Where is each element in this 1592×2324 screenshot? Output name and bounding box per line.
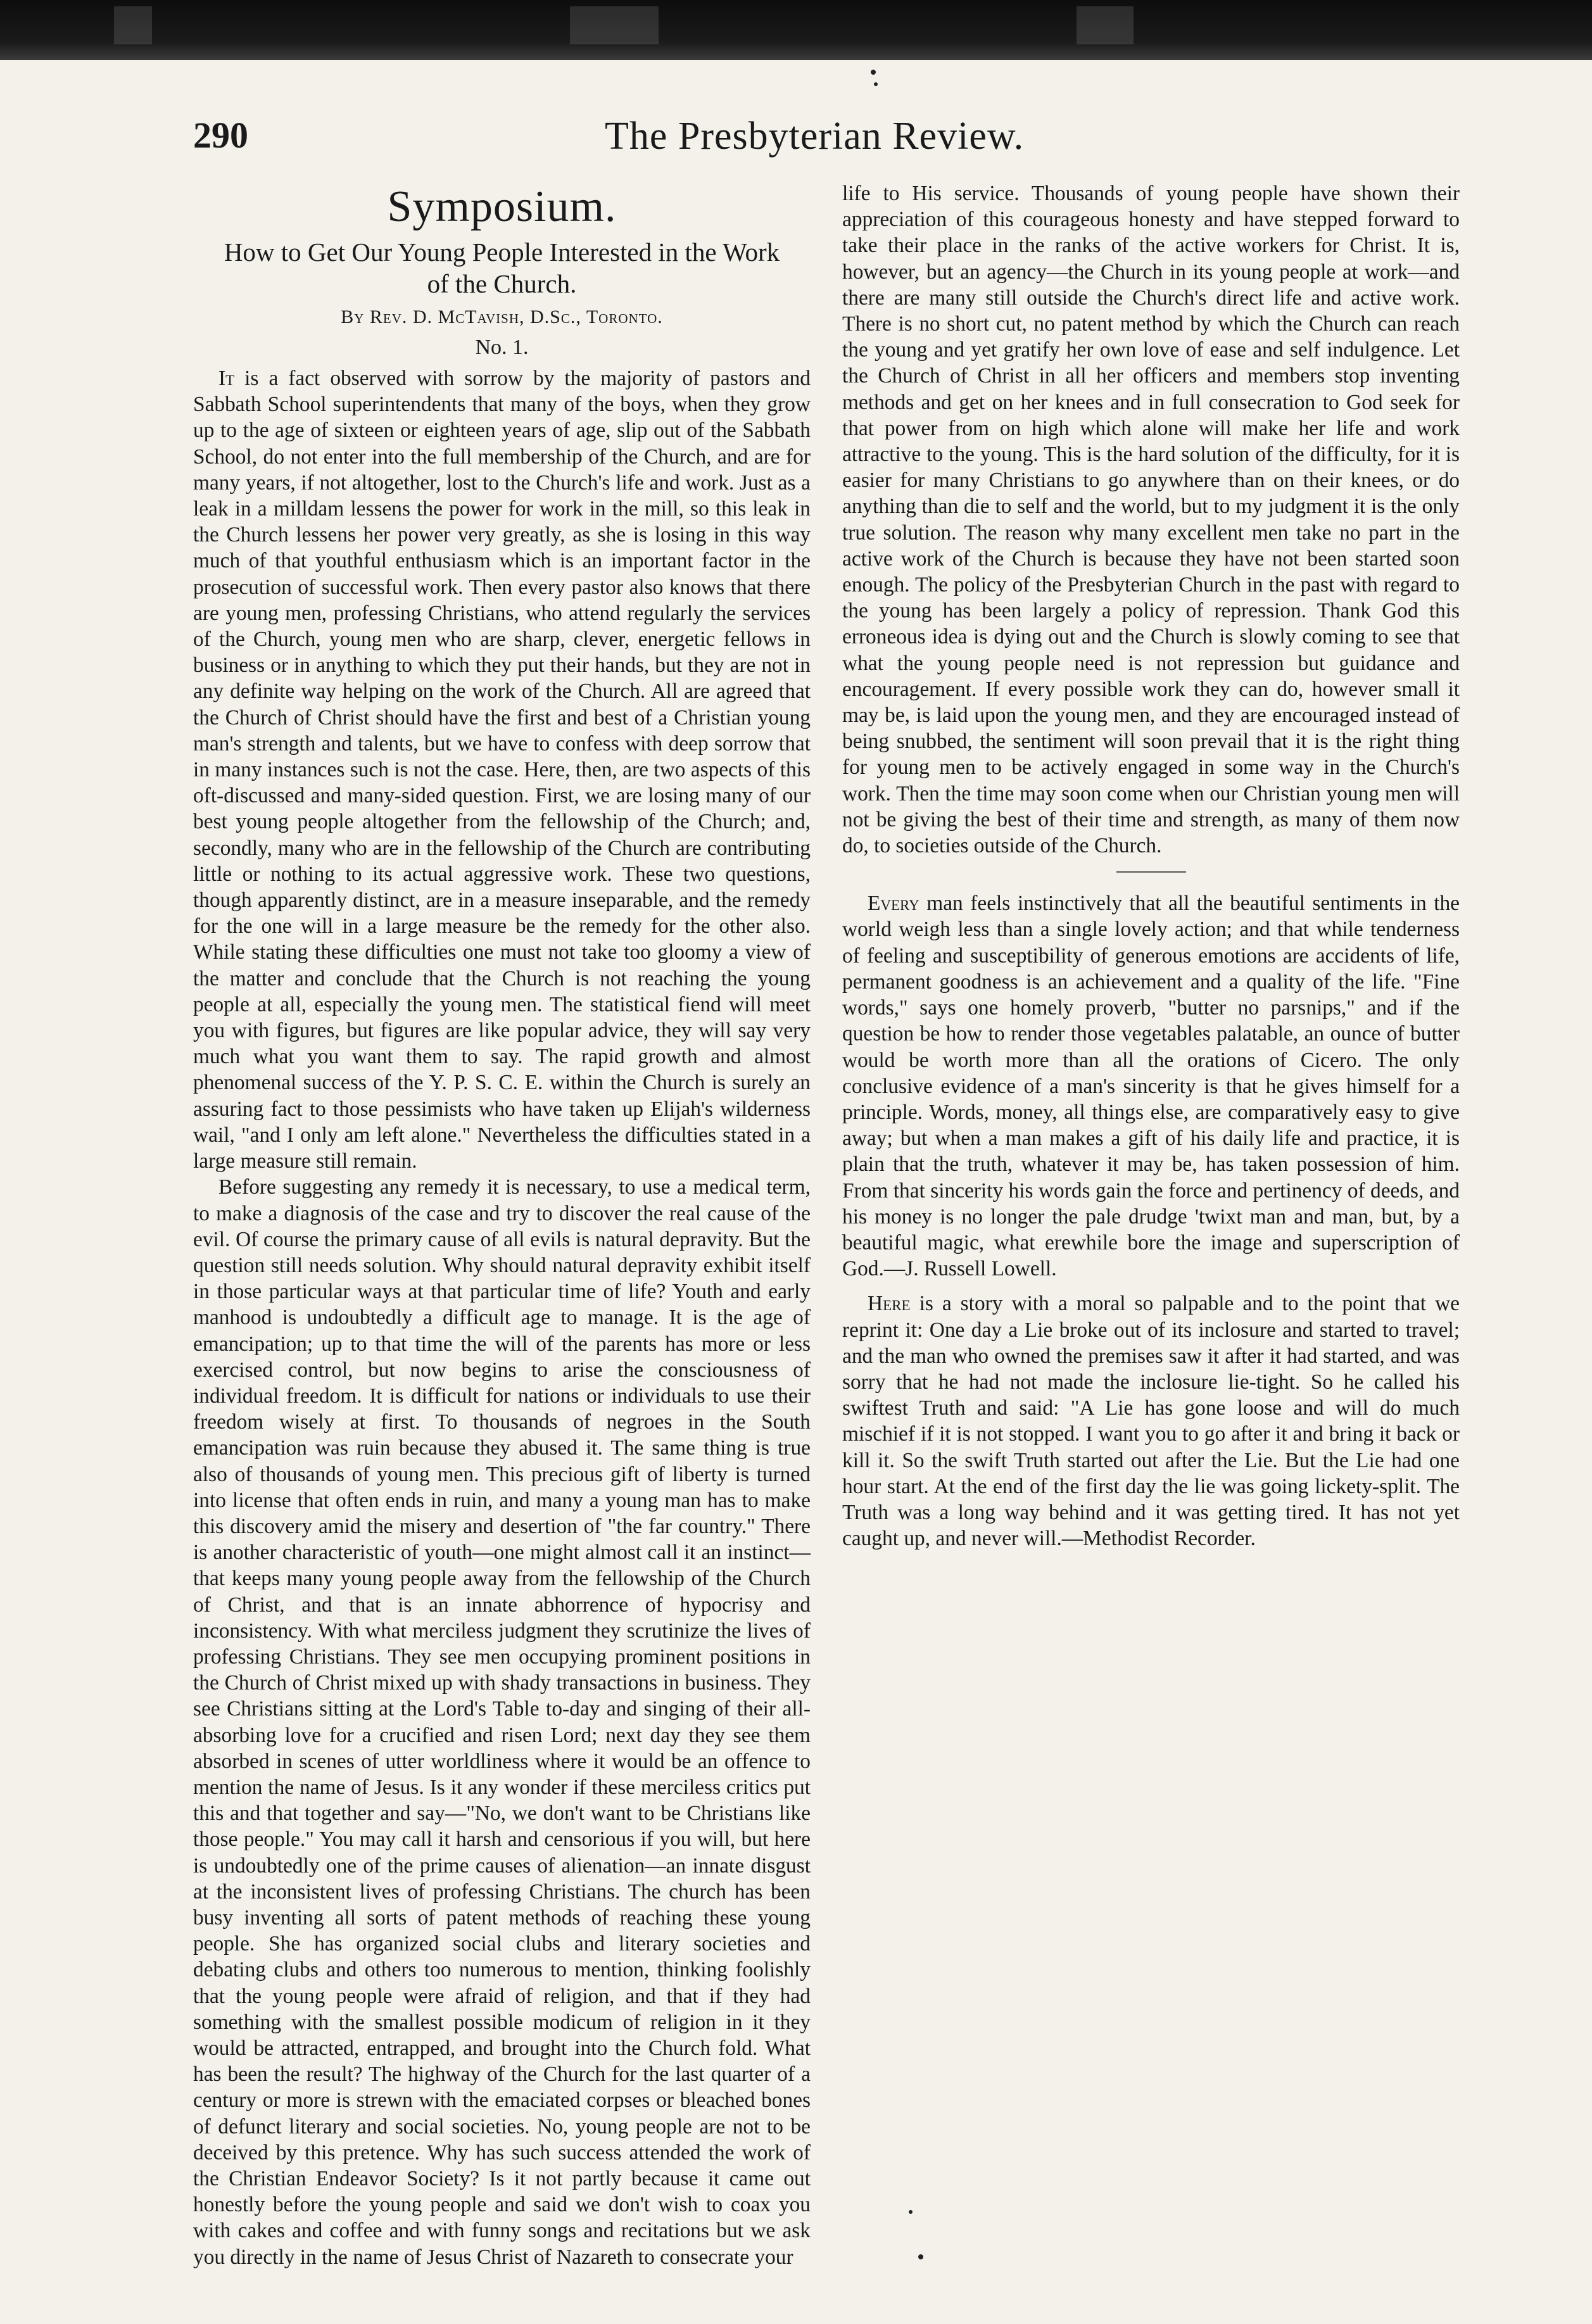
lie-truth-paragraph bbox=[842, 1291, 1460, 1551]
paragraph-lead: Every bbox=[868, 892, 919, 916]
paragraph-lead: Here bbox=[868, 1292, 911, 1316]
article-paragraph-continued: life to His service. Thousands of young people have shown their appreciation of this courageous honesty and have stepped forward to take their place in the ranks of the active workers for Christ. It is, however, but an agency—the Church in its young people at work—and there are many still outside the Church's direct life and active work. There is no short cut, no patent method by which the Church can reach the young and yet gratify her own love of ease and self indulgence. Let the Church of Christ in all her officers and members stop inventing methods and get on her knees and in full consecration to God seek for that power from on high which alone will make her life and work attractive to the young. This is the hard solution of the difficulty, for it is easier for many Christians to go anywhere than on their knees, or do anything than die to self and the world, but to my judgment it is the only true solution. The reason why many excellent men take no part in the active work of the Church is because they have not been started soon enough. The policy of the Presbyterian Church in the past with regard to the young has been largely a policy of repression. Thank God this erroneous idea is dying out and the Church is slowly coming to see that what the young people need is not repression but guidance and encouragement. If every possible work they can do, however small it may be, is laid upon the young men, and they are encouraged instead of being snubbed, the sentiment will soon prevail that it is the right thing for young men to be actively engaged in some way in the Church's work. Then the time may soon come when our Christian young men will not be giving the best of their time and strength, as many of them now do, to societies outside of the Church. bbox=[842, 182, 1460, 858]
page-number: 290 bbox=[193, 115, 248, 156]
article-number: No. 1. bbox=[475, 336, 529, 359]
journal-title: The Presbyterian Review. bbox=[605, 115, 1025, 158]
left-column bbox=[193, 180, 811, 2270]
article-paragraph: Before suggesting any remedy it is necessary, to use a medical term, to make a diagnosis of the case and try to discover the real cause of the evil. Of course the primary cause of all evils is natural depravity. But the question still needs solution. Why should natural depravity exhibit itself in those particular ways at that particular time of life? Youth and early manhood is undoubtedly a difficult age to manage. It is the age of emancipation; up to that time the will of the parents has more or less exercised control, but now begins to arise the consciousness of individual freedom. It is difficult for nations or individuals to use their freedom wisely at first. To thousands of negroes in the South emancipation was ruin because they abused it. The same thing is true also of thousands of young men. This precious gift of liberty is turned into license that often ends in ruin, and many a young man has to make this discovery amid the misery and desertion of "the far country." There is another characteristic of youth—one might almost call it an instinct—that keeps many young people away from the fellowship of the Church of Christ, and that is an innate abhorrence of hypocrisy and inconsistency. With what merciless judgment they scrutinize the lives of professing Christians. They see men occupying prominent positions in the Church of Christ mixed up with shady transactions in business. They see Christians sitting at the Lord's Table to-day and singing of their all-absorbing love for a crucified and risen Lord; next day they see them absorbed in scenes of utter worldliness where it would be an offence to mention the name of Jesus. Is it any wonder if these merciless critics put this and that together and say—"No, we don't want to be Christians like those people." You may call it harsh and censorious if you will, but here is undoubtedly one of the prime causes of alienation—an innate disgust at the inconsistent lives of professing Christians. The church has been busy inventing all sorts of patent methods of reaching these young people. She has organized social clubs and literary societies and debating clubs and others too numerous to mention, thinking foolishly that the young people were afraid of religion, and that if they had something with the smallest possible modicum of religion in it they would be attracted, entrapped, and brought into the Church fold. What has been the result? The highway of the Church for the last quarter of a century or more is strewn with the emaciated corpses or bleached bones of defunct literary and social societies. No, young people are not to be deceived by this pretence. Why has such success attended the work of the Christian Endeavor Society? Is it not partly because it came out honestly before the young people and said we don't wish to coax you with cakes and coffee and with funny songs and recitations but we ask you directly in the name of Jesus Christ of Nazareth to consecrate your bbox=[193, 1175, 811, 2269]
paragraph-text: is a story with a moral so palpable and to the point that we reprint it: One day a Lie broke out of its inclosure and started to travel; and the man who owned the premises saw it after it had started, and was sorry that he had not made the inclosure lie-tight. So he called his swiftest Truth and said: "A Lie has gone loose and will do much mischief if it is not stopped. I want you to go after it and bring it back or kill it. So the swift Truth started out after the Lie. But the Lie had one hour start. At the end of the first day the lie was going lickety-split. The Truth was a long way behind and it was getting tired. It has not yet caught up, and never will.—Methodist Recorder. bbox=[842, 1292, 1460, 1551]
page-header bbox=[0, 114, 1592, 165]
article-byline: By Rev. D. McTavish, D.Sc., Toronto. bbox=[341, 306, 663, 327]
lowell-paragraph bbox=[842, 890, 1460, 1282]
scan-top-border bbox=[0, 0, 1592, 60]
paragraph-lead: It bbox=[218, 367, 235, 390]
article-paragraph bbox=[193, 365, 811, 1174]
section-divider bbox=[1116, 871, 1186, 873]
paragraph-text: is a fact observed with sorrow by the majority of pastors and Sabbath School superintendents that many of the boys, when they grow up to the age of sixteen or eighteen years of age, slip out of the Sabbath School, do not enter into the full membership of the Church, and are for many years, if not altogether, lost to the Church's life and work. Just as a leak in a milldam lessens the power for work in the mill, so this leak in the Church lessens her power very greatly, as she is losing in this way much of that youthful enthusiasm which is an important factor in the prosecution of successful work. Then every pastor also knows that there are young men, professing Christians, who attend regularly the services of the Church, young men who are sharp, clever, energetic fellows in business or in anything to which they put their hands, but they are not in any definite way helping on the work of the Church. All are agreed that the Church of Christ should have the first and best of a Christian young man's strength and talents, but we have to confess with deep sorrow that in many instances such is not the case. Here, then, are two aspects of this oft-discussed and many-sided question. First, we are losing many of our best young people altogether from the fellowship of the Church; and, secondly, many who are in the fellowship of the Church are contributing little or nothing to its actual aggressive work. These two questions, though apparently distinct, are in a measure inseparable, and the remedy for the one will in a large measure be the remedy for the other also. While stating these difficulties one must not take too gloomy a view of the matter and conclude that the Church is not reaching the young people at all, especially the young men. The statistical fiend will meet you with figures, but figures are like popular advice, they will say very much what you want them to say. The rapid growth and almost phenomenal success of the Y. P. S. C. E. within the Church is surely an assuring fact to those pessimists who have taken up Elijah's wilderness wail, "and I only am left alone." Nevertheless the difficulties stated in a large measure still remain. bbox=[193, 367, 811, 1173]
paragraph-text: man feels instinctively that all the beautiful sentiments in the world weigh less than a single lovely action; and that while tenderness of feeling and susceptibility of generous emotions are accidents of life, permanent goodness is an achievement and a quality of the life. "Fine words," says one homely proverb, "butter no parsnips," and if the question be how to render those vegetables palatable, an ounce of butter would be worth more than all the orations of Cicero. The only conclusive evidence of a man's sincerity is that he gives himself for a principle. Words, money, all things else, are comparatively easy to give away; but when a man makes a gift of his daily life and practice, it is plain that the truth, whatever it may be, has taken possession of him. From that sincerity his words gain the force and pertinency of deeds, and his money is no longer the pale drudge 'twixt man and man, but, by a beautiful magic, what erewhile bore the image and superscription of God.—J. Russell Lowell. bbox=[842, 892, 1460, 1281]
article-subtitle: How to Get Our Young People Interested in the Work of the Church. bbox=[224, 237, 780, 298]
article-title: Symposium. bbox=[387, 182, 617, 231]
right-column bbox=[842, 180, 1460, 1551]
